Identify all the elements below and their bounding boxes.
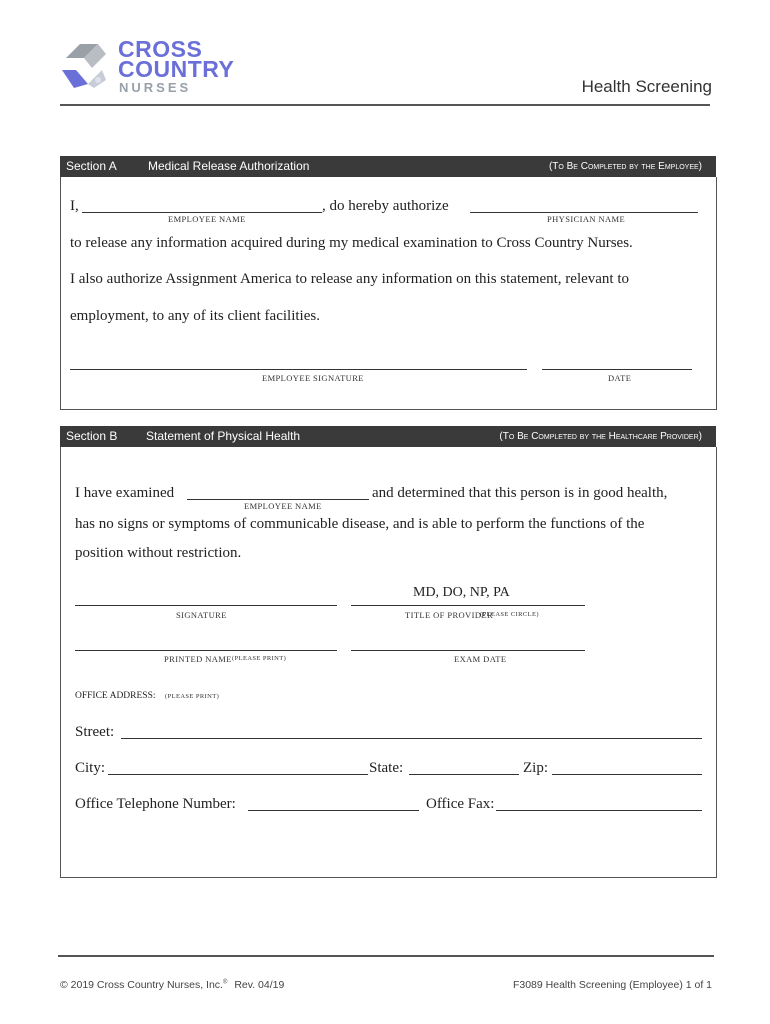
- logo-word-country: COUNTRY: [118, 56, 235, 82]
- footer-registered-mark: ®: [222, 979, 228, 986]
- office-phone-field[interactable]: [248, 810, 419, 811]
- section-b-header: [60, 426, 716, 447]
- city-label: City:: [75, 760, 106, 776]
- section-b-employee-name-caption: EMPLOYEE NAME: [244, 501, 322, 511]
- examined-employee-name-field[interactable]: [187, 499, 369, 500]
- printed-name-caption: PRINTED NAME: [164, 654, 232, 664]
- street-label: Street:: [75, 724, 115, 740]
- employee-date-field[interactable]: [542, 369, 692, 370]
- section-b-para3: position without restriction.: [75, 545, 242, 561]
- state-field[interactable]: [409, 774, 519, 775]
- zip-label: Zip:: [523, 760, 548, 776]
- section-a-note: (To Be Completed by the Employee): [548, 161, 702, 172]
- section-b-exam-end: and determined that this person is in good health,: [372, 485, 668, 501]
- section-a-para1: to release any information acquired during my medical examination to Cross Country Nurses.: [70, 235, 633, 251]
- office-phone-label: Office Telephone Number:: [75, 796, 236, 812]
- section-b-exam-start: I have examined: [75, 485, 175, 501]
- footer-left: [60, 979, 284, 991]
- section-a-para3: employment, to any of its client facilities.: [70, 308, 320, 324]
- provider-signature-field[interactable]: [75, 605, 337, 606]
- exam-date-field[interactable]: [351, 650, 585, 651]
- office-fax-label: Office Fax:: [426, 796, 495, 812]
- section-a-i: I,: [70, 198, 79, 214]
- zip-field[interactable]: [552, 774, 702, 775]
- footer-revision: Rev. 04/19: [234, 979, 285, 991]
- footer-divider: [58, 955, 714, 957]
- section-a-para2: I also authorize Assignment America to release any information on this statement, relevant to: [70, 271, 630, 287]
- physician-name-field[interactable]: [470, 212, 698, 213]
- city-field[interactable]: [108, 774, 368, 775]
- section-b-label: Section B: [66, 429, 118, 443]
- printed-name-field[interactable]: [75, 650, 337, 651]
- page-title: Health Screening: [581, 77, 712, 96]
- street-field[interactable]: [121, 738, 702, 739]
- printed-name-note: (PLEASE PRINT): [232, 655, 287, 662]
- section-a-label: Section A: [66, 159, 117, 173]
- header-divider: [60, 104, 710, 106]
- logo-word-cross: CROSS: [118, 36, 203, 62]
- office-address-note: (PLEASE PRINT): [165, 693, 220, 700]
- office-fax-field[interactable]: [496, 810, 702, 811]
- section-b-note: (To Be Completed by the Healthcare Provider): [499, 431, 702, 442]
- office-address-label: OFFICE ADDRESS:: [75, 691, 156, 701]
- footer-form-id: F3089 Health Screening (Employee) 1 of 1: [512, 979, 712, 991]
- logo-word-nurses: NURSES: [119, 80, 192, 95]
- physician-name-caption: PHYSICIAN NAME: [547, 214, 626, 224]
- employee-date-caption: DATE: [608, 373, 632, 383]
- section-b-title: Statement of Physical Health: [146, 429, 301, 443]
- section-a-title: Medical Release Authorization: [148, 159, 310, 173]
- provider-title-options[interactable]: MD, DO, NP, PA: [413, 585, 510, 600]
- company-logo: [58, 38, 238, 96]
- logo-mark-icon: [58, 40, 110, 92]
- provider-title-field[interactable]: [351, 605, 585, 606]
- provider-title-caption: TITLE OF PROVIDER: [405, 610, 494, 620]
- section-b-para2: has no signs or symptoms of communicable disease, and is able to perform the functions of the: [75, 516, 645, 532]
- employee-name-field[interactable]: [82, 212, 322, 213]
- footer-copyright: © 2019 Cross Country Nurses, Inc.: [60, 979, 223, 991]
- exam-date-caption: EXAM DATE: [454, 654, 507, 664]
- section-a-header: [60, 156, 716, 177]
- provider-title-caption-note: (PLEASE CIRCLE): [480, 611, 539, 618]
- state-label: State:: [369, 760, 404, 776]
- section-b-box: [60, 447, 717, 878]
- employee-signature-caption: EMPLOYEE SIGNATURE: [262, 373, 364, 383]
- section-a-authorize-text: , do hereby authorize: [322, 198, 449, 214]
- employee-name-caption: EMPLOYEE NAME: [168, 214, 246, 224]
- employee-signature-field[interactable]: [70, 369, 527, 370]
- provider-signature-caption: SIGNATURE: [176, 610, 227, 620]
